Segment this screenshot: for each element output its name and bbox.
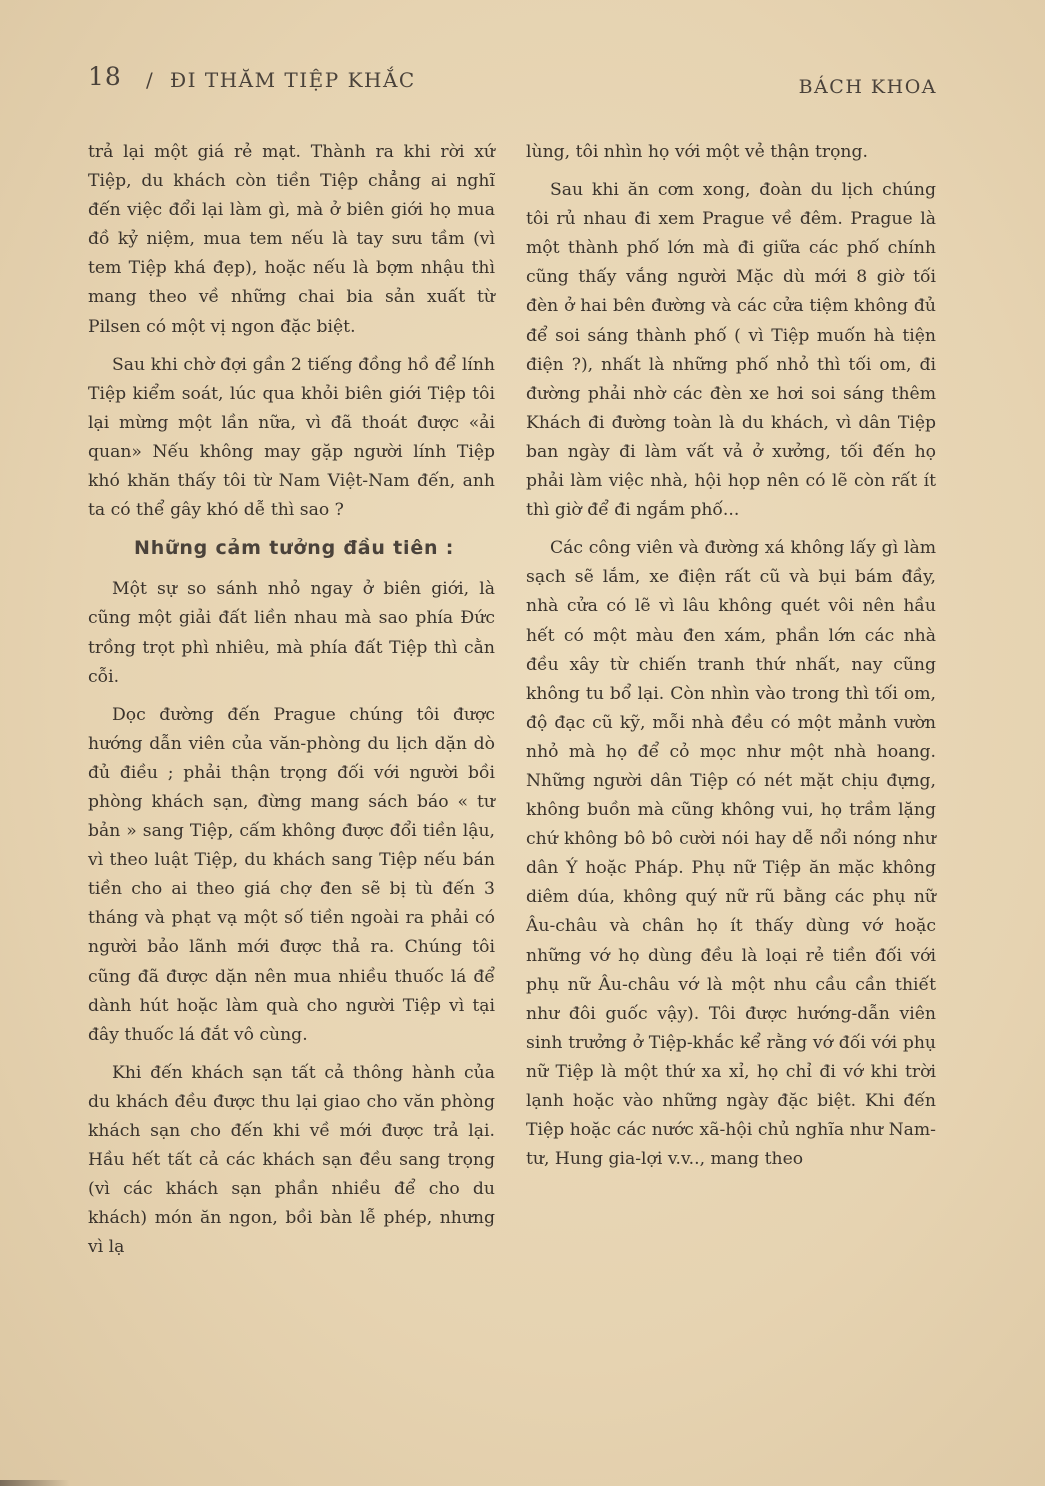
article-title: ĐI THĂM TIỆP KHẮC (169, 68, 416, 92)
paragraph: Một sự so sánh nhỏ ngay ở biên giới, là cũng một giải đất liền nhau mà sao phía Đức trồng trọt phì nhiêu, mà phía đất Tiệp thì cằn cỗi. (88, 579, 495, 687)
running-title (146, 68, 416, 92)
right-column (526, 138, 936, 1183)
section-heading: Những cảm tưởng đầu tiên : (134, 537, 455, 560)
left-column (88, 138, 495, 1271)
paragraph: lùng, tôi nhìn họ với một vẻ thận trọng. (526, 142, 868, 162)
paragraph: Sau khi ăn cơm xong, đoàn du lịch chúng tôi rủ nhau đi xem Prague về đêm. Prague là một thành phố lớn mà đi giữa các phố chính cũng thấy vắng người Mặc dù mới 8 giờ tối đèn ở hai bên đường và các cửa tiệm không đủ để soi sáng thành phố ( vì Tiệp muốn hà tiện điện ?), nhất là những phố nhỏ thì tối om, đi đường phải nhờ các đèn xe hơi soi sáng thêm Khách đi đường toàn là du khách, vì dân Tiệp ban ngày đi làm vất vả ở xưởng, tối đến họ phải làm việc nhà, hội họp nên có lẽ còn rất ít thì giờ để đi ngắm phố... (526, 180, 936, 521)
paragraph: Khi đến khách sạn tất cả thông hành của du khách đều được thu lại giao cho văn phòng khách sạn cho đến khi về mới được trả lại. Hầu hết tất cả các khách sạn đều sang trọng (vì các khách sạn phần nhiều để cho du khách) món ăn ngon, bồi bàn lễ phép, nhưng vì lạ (88, 1062, 495, 1258)
paragraph: Các công viên và đường xá không lấy gì làm sạch sẽ lắm, xe điện rất cũ và bụi bám đầy, nhà cửa có lẽ vì lâu không quét vôi nên hầu hết có một màu đen xám, phần lớn các nhà đều xây từ chiến tranh thứ nhất, nay cũng không tu bổ lại. Còn nhìn vào trong thì tối om, độ đạc cũ kỹ, mỗi nhà đều có một mảnh vườn nhỏ mà họ để cỏ mọc như một nhà hoang. Những người dân Tiệp có nét mặt chịu đựng, không buồn mà cũng không vui, họ trầm lặng chứ không bô bô cười nói hay dễ nổi nóng như dân Ý hoặc Pháp. Phụ nữ Tiệp ăn mặc không diêm dúa, không quý nữ rũ bằng các phụ nữ Âu-châu và chân họ ít thấy dùng vớ hoặc những vớ họ dùng đều là loại rẻ tiền đối với phụ nữ Âu-châu vớ là một nhu cầu cần thiết như đôi guốc vậy). Tôi được hướng-dẫn viên sinh trưởng ở Tiệp-khắc kể rằng vớ đối với phụ nữ Tiệp là một thứ xa xỉ, họ chỉ đi vớ khi trời lạnh hoặc vào những ngày đặc biệt. Khi đến Tiệp hoặc các nước xã-hội chủ nghĩa như Nam-tư, Hung gia-lợi v.v.., mang theo (526, 538, 936, 1170)
paragraph: Dọc đường đến Prague chúng tôi được hướng dẫn viên của văn-phòng du lịch dặn dò đủ điều ; phải thận trọng đối với người bồi phòng khách sạn, đừng mang sách báo « tư bản » sang Tiệp, cấm không được đổi tiền lậu, vì theo luật Tiệp, du khách sang Tiệp nếu bán tiền cho ai theo giá chợ đen sẽ bị tù đến 3 tháng và phạt vạ một số tiền ngoài ra phải có người bảo lãnh mới được thả ra. Chúng tôi cũng đã được dặn nên mua nhiều thuốc lá để dành hút hoặc làm quà cho người Tiệp vì tại đây thuốc lá đắt vô cùng. (88, 704, 495, 1045)
page-header (88, 62, 937, 102)
paragraph: trả lại một giá rẻ mạt. Thành ra khi rời xứ Tiệp, du khách còn tiền Tiệp chẳng ai nghĩ đến việc đổi lại làm gì, mà ở biên giới họ mua đồ kỷ niệm, mua tem nếu là tay sưu tầm (vì tem Tiệp khá đẹp), hoặc nếu là bợm nhậu thì mang theo về những chai bia sản xuất từ Pilsen có một vị ngon đặc biệt. (88, 142, 495, 337)
scan-edge-mark (0, 1480, 70, 1486)
paragraph: Sau khi chờ đợi gần 2 tiếng đồng hồ để lính Tiệp kiểm soát, lúc qua khỏi biên giới Tiệp tôi lại mừng một lần nữa, vì đã thoát được «ải quan» Nếu không may gặp người lính Tiệp khó khăn thấy tôi từ Nam Việt-Nam đến, anh ta có thể gây khó dễ thì sao ? (88, 354, 495, 521)
magazine-name: BÁCH KHOA (798, 76, 937, 98)
page-number: 18 (88, 62, 122, 91)
title-separator: / (146, 68, 155, 92)
